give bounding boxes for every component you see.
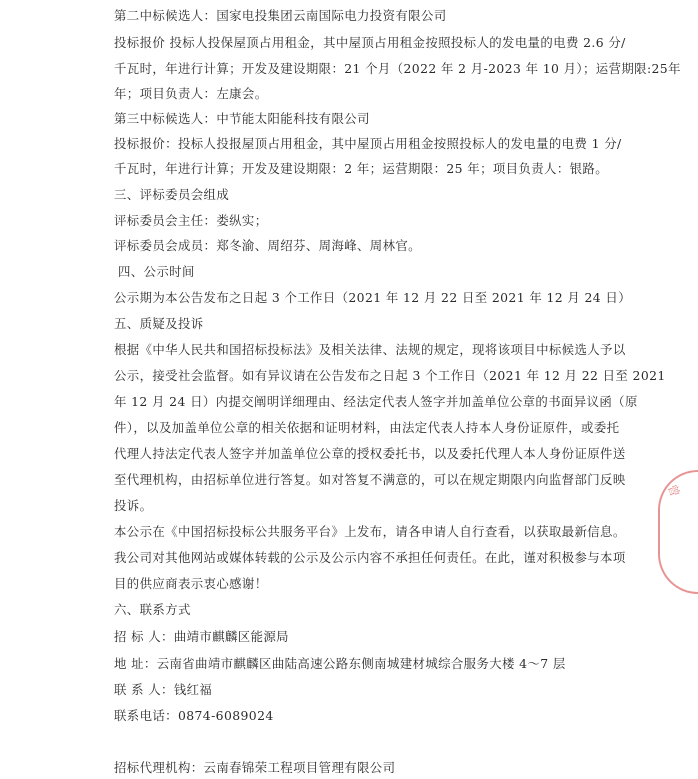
complaint-para-line7: 投诉。 xyxy=(114,498,153,513)
complaint-para-line1: 根据《中华人民共和国招标投标法》及相关法律、法规的规定，现将该项目中标候选人予以 xyxy=(114,342,626,357)
complaint-para-line3: 年 12 月 24 日）内提交阐明详细理由、经法定代表人签字并加盖单位公章的书面异议函（原 xyxy=(114,394,638,409)
candidate-3-bid-line2: 千瓦时，年进行计算；开发及建设期限：2 年；运营期限：25 年；项目负责人：银路。 xyxy=(114,161,608,176)
section-6-heading: 六、联系方式 xyxy=(114,602,191,617)
contact-person: 联 系 人：钱红福 xyxy=(114,682,213,697)
tenderer: 招 标 人：曲靖市麒麟区能源局 xyxy=(114,629,289,644)
address: 地 址：云南省曲靖市麒麟区曲陆高速公路东侧南城建材城综合服务大楼 4～7 层 xyxy=(114,656,566,671)
seal-text: 曾 xyxy=(664,482,683,499)
section-3-heading: 三、评标委员会组成 xyxy=(114,187,230,202)
section-4-heading: 四、公示时间 xyxy=(118,264,195,279)
complaint-para-line2: 公示，接受社会监督。如有异议请在公告发布之日起 3 个工作日（2021 年 12 月 22 日至 2021 xyxy=(114,368,666,383)
publish-note-line3: 目的供应商表示衷心感谢！ xyxy=(114,576,268,591)
publicity-period: 公示期为本公告发布之日起 3 个工作日（2021 年 12 月 22 日至 2021 年 12 月 24 日） xyxy=(114,290,631,305)
candidate-3-bid-line1: 投标报价：投标人投报屋顶占用租金，其中屋顶占用租金按照投标人的发电量的电费 1 分/ xyxy=(114,136,622,151)
candidate-2-bid-line3: 年；项目负责人：左康会。 xyxy=(114,86,268,101)
committee-members: 评标委员会成员：郑冬渝、周绍芬、周海峰、周林官。 xyxy=(114,238,421,253)
candidate-2-bid-line2: 千瓦时，年进行计算；开发及建设期限：21 个月（2022 年 2 月-2023 年 10 月）；运营期限:25年 xyxy=(114,61,681,76)
publish-note-line2: 我公司对其他网站或媒体转载的公示及公示内容不承担任何责任。在此，谨对积极参与本项 xyxy=(114,550,626,565)
complaint-para-line6: 至代理机构，由招标单位进行答复。如对答复不满意的，可以在规定期限内向监督部门反映 xyxy=(114,472,626,487)
candidate-2-bid-line1: 投标报价 投标人投保屋顶占用租金，其中屋顶占用租金按照投标人的发电量的电费 2.6 分/ xyxy=(114,35,626,50)
candidate-3-line: 第三中标候选人：中节能太阳能科技有限公司 xyxy=(114,111,370,126)
contact-phone: 联系电话：0874-6089024 xyxy=(114,708,274,723)
red-seal-stamp xyxy=(658,470,698,594)
complaint-para-line4: 件），以及加盖单位公章的相关依据和证明材料，由法定代表人持本人身份证原件，或委托 xyxy=(114,420,620,435)
candidate-2-line: 第二中标候选人：国家电投集团云南国际电力投资有限公司 xyxy=(114,8,447,23)
complaint-para-line5: 代理人持法定代表人签字并加盖单位公章的授权委托书，以及委托代理人本人身份证原件送 xyxy=(114,446,626,461)
tender-agency: 招标代理机构：云南春锦荣工程项目管理有限公司 xyxy=(114,760,396,775)
publish-note-line1: 本公示在《中国招标投标公共服务平台》上发布，请各申请人自行查看，以获取最新信息。 xyxy=(114,524,626,539)
section-5-heading: 五、质疑及投诉 xyxy=(114,316,204,331)
committee-chair: 评标委员会主任：娄纵实； xyxy=(114,213,268,228)
